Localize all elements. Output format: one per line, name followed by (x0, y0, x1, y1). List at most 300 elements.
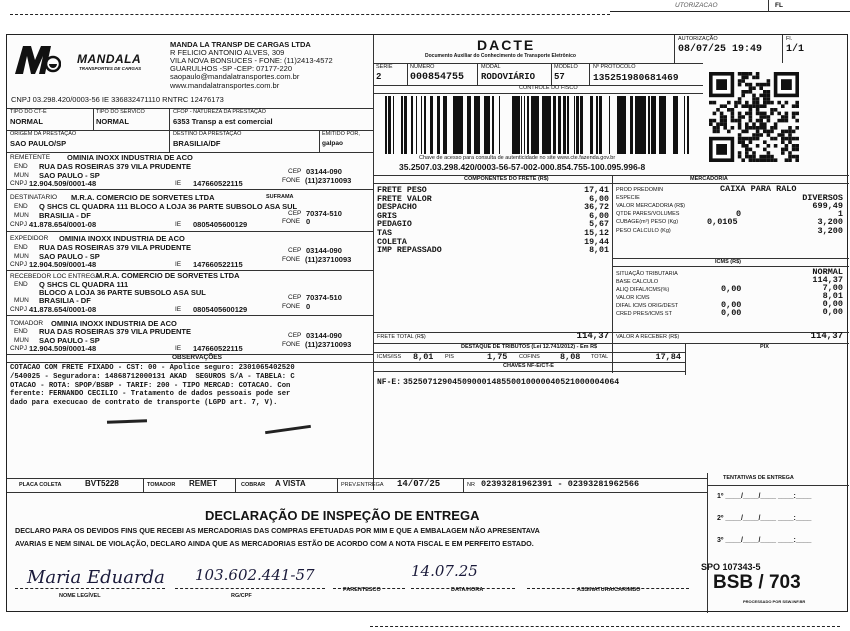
qr-module (716, 130, 720, 134)
bottom-dashed-line (370, 626, 840, 627)
dacte-rule-3 (373, 93, 703, 94)
qr-module (788, 130, 792, 134)
qr-module (788, 151, 792, 155)
qr-module (767, 94, 771, 98)
data-handwritten: 14.07.25 (411, 562, 478, 580)
barcode-bar (558, 96, 561, 154)
qr-module (756, 97, 760, 101)
nr-label: NR (467, 482, 475, 488)
barcode-bar (553, 96, 556, 154)
barcode-bar (489, 96, 490, 154)
qr-module (767, 158, 771, 162)
trib-total-label: TOTAL (591, 354, 609, 360)
trib-icms-value: 8,01 (413, 352, 434, 362)
valor-icms-value: 8,01 (822, 291, 843, 301)
qr-module (749, 108, 753, 112)
qr-module (752, 76, 756, 80)
recebedor-end-label: END (14, 281, 28, 288)
qr-module (788, 126, 792, 130)
destino-label: DESTINO DA PRESTAÇÃO (173, 131, 242, 137)
qr-module (795, 119, 799, 123)
qr-module (741, 144, 745, 148)
qr-module (759, 112, 763, 116)
remetente-fone: (11)23710093 (305, 176, 352, 185)
barcode-bar (524, 96, 525, 154)
barcode-bar (401, 96, 403, 154)
qr-module (759, 155, 763, 159)
qr-module (792, 104, 796, 108)
destinatario-fone-label: FONE (282, 218, 301, 225)
barcode-bar (542, 96, 544, 154)
qr-module (770, 155, 774, 159)
tipo-cte-value: NORMAL (10, 117, 43, 126)
qr-module (767, 83, 771, 87)
barcode-bar (532, 96, 534, 154)
componente-name: TAS (377, 228, 392, 238)
remetente-cnpj: 12.904.509/0001-48 (29, 179, 97, 188)
cred-label: CRED PRES/ICMS ST (616, 311, 672, 317)
expedidor-cep: 03144-090 (306, 246, 342, 255)
barcode-bar (643, 96, 646, 154)
qr-module (785, 144, 789, 148)
qr-module (774, 137, 778, 141)
tent-rule (707, 485, 849, 486)
expedidor-cnpj: 12.904.509/0001-48 (29, 260, 97, 269)
tipo-cte-label: TIPO DO CT-E (10, 109, 47, 115)
qr-module (788, 133, 792, 137)
remetente-cep-label: CEP (288, 168, 302, 175)
cred-a: 0,00 (721, 308, 742, 318)
barcode-bar (544, 96, 547, 154)
logo-text: MANDALA (77, 52, 142, 66)
barcode-bar (460, 96, 463, 154)
tipo-div (93, 108, 94, 130)
dacte-subtitle: Documento Auxiliar do Conhecimento de Transporte Eletrônico (425, 53, 576, 59)
difal-a: 0,00 (721, 300, 742, 310)
qr-module (727, 108, 731, 112)
recebedor-label: RECEBEDOR LOC ENTREGA (10, 273, 100, 280)
placa-value: BVT5228 (85, 479, 119, 488)
qr-module (738, 119, 742, 123)
qr-module (763, 130, 767, 134)
prev-div (463, 478, 464, 492)
qr-module (738, 115, 742, 119)
expedidor-ie: 147660522115 (193, 260, 243, 269)
especie-label: ESPECIE (616, 195, 640, 201)
aliq-b: 7,00 (822, 283, 843, 293)
icms-label: ICMS (R$) (715, 259, 741, 265)
recebedor-cnpj: 41.878.654/0001-08 (29, 305, 97, 314)
qr-module (792, 112, 796, 116)
observacoes-text (10, 364, 295, 408)
barcode-bar (600, 96, 602, 154)
componente-value: 6,00 (589, 211, 609, 221)
qr-module (770, 108, 774, 112)
especie-value: DIVERSOS (802, 193, 843, 203)
recebedor-end: Q SHCS CL QUADRA 111 (39, 280, 129, 289)
base-value: 114,37 (812, 275, 843, 285)
componente-name: IMP REPASSADO (377, 246, 442, 256)
qr-module (785, 130, 789, 134)
qr-module (792, 130, 796, 134)
qr-module (767, 133, 771, 137)
qr-module (756, 130, 760, 134)
qr-module (763, 112, 767, 116)
tomador-mun-label: MUN (14, 337, 29, 344)
barcode-bar (453, 96, 454, 154)
qr-module (741, 104, 745, 108)
observacao-line: ferente: FERNANDO CECILIO - Tratamento de dados pessoais pode ser (10, 390, 291, 399)
qr-module (756, 144, 760, 148)
qr-module (756, 83, 760, 87)
cobrar-label: COBRAR (241, 482, 266, 488)
serie-div (407, 63, 408, 85)
qr-module (781, 130, 785, 134)
qr-module (767, 155, 771, 159)
remetente-mun-label: MUN (14, 172, 29, 179)
barcode-bar (479, 96, 480, 154)
tomador-div (235, 478, 236, 492)
qr-module (741, 130, 745, 134)
cred-b: 0,00 (822, 307, 843, 317)
qr-module (759, 86, 763, 90)
tomador-end: RUA DAS ROSEIRAS 379 VILA PRUDENTE (39, 327, 191, 336)
barcode-bar (475, 96, 477, 154)
barcode-bar (567, 96, 569, 154)
mandala-logo-icon (13, 44, 61, 76)
componente-name: COLETA (377, 237, 407, 247)
sit-trib-label: SITUAÇÃO TRIBUTARIA (616, 271, 678, 277)
controle-label: CONTROLE DO FISCO (519, 85, 578, 91)
qr-module (745, 76, 749, 80)
tentativa-label: 1º (717, 493, 724, 500)
qr-module (792, 137, 796, 141)
nr-value: 02393281962391 - 02393281962566 (481, 479, 640, 489)
componente-name: PEDAGIO (377, 220, 412, 230)
qr-module (767, 97, 771, 101)
qtde-a: 0 (736, 209, 742, 219)
qr-module (752, 86, 756, 90)
qr-module (745, 126, 749, 130)
auth-label: AUTORIZAÇÃO (678, 36, 718, 42)
difal-label: DIFAL ICMS ORIG/DEST (616, 303, 679, 309)
qr-module (745, 122, 749, 126)
componente-name: FRETE VALOR (377, 194, 432, 204)
qr-module (763, 155, 767, 159)
trib-cofins-value: 1,75 (487, 352, 508, 362)
qr-module (774, 144, 778, 148)
remetente-cep: 03144-090 (306, 167, 342, 176)
trib-tot1: 8,08 (560, 352, 581, 362)
qr-module (727, 101, 731, 105)
comp-rule-top (373, 175, 849, 176)
qr-module (763, 148, 767, 152)
qr-module (745, 72, 749, 76)
qr-module (713, 112, 717, 116)
assinatura-label: ASSINATURA/CARIMBO (577, 587, 641, 593)
qr-module (763, 97, 767, 101)
barcode-bar (687, 96, 689, 154)
qr-module (781, 119, 785, 123)
componente-name: DESPACHO (377, 203, 417, 213)
qr-module (713, 126, 717, 130)
valor-merc-label: VALOR MERCADORIA (R$) (616, 203, 685, 209)
barcode-bar (430, 96, 433, 154)
qr-module (738, 140, 742, 144)
qr-module (749, 72, 753, 76)
qr-module (788, 158, 792, 162)
destinatario-label: DESTINATARIO (10, 194, 58, 201)
tributos-label: DESTAQUE DE TRIBUTOS (Lei 12.741/2012) - Em R$ (461, 344, 598, 350)
qr-module (734, 101, 738, 105)
remetente-end: RUA DAS ROSEIRAS 379 VILA PRUDENTE (39, 162, 191, 171)
tomador-label: TOMADOR (10, 320, 44, 327)
qr-module (756, 76, 760, 80)
qr-module (756, 119, 760, 123)
barcode-bar (416, 96, 417, 154)
componente-row (377, 204, 609, 213)
destinatario-mun: BRASILIA - DF (39, 211, 91, 220)
qr-module (731, 115, 735, 119)
barcode-bar (437, 96, 440, 154)
barcode (383, 96, 695, 154)
barcode-bar (404, 96, 407, 154)
barcode-bar (659, 96, 661, 154)
qr-module (738, 83, 742, 87)
qr-module (781, 133, 785, 137)
qr-module (759, 122, 763, 126)
qtde-b: 1 (837, 209, 843, 219)
recebedor-ie-label: IE (175, 306, 182, 313)
qr-module (731, 108, 735, 112)
componente-value: 17,41 (584, 186, 609, 195)
qr-module (759, 133, 763, 137)
qr-module (749, 137, 753, 141)
peso-calc-label: PESO CALCULO (Kg) (616, 228, 671, 234)
nome-line (15, 588, 165, 589)
chaves-label: CHAVES NF-E/CT-E (503, 363, 554, 369)
componente-value: 19,44 (584, 237, 609, 247)
barcode-bar (484, 96, 487, 154)
observacao-line: dado para execucao de contrato de transporte (LGPD art. 7, V). (10, 399, 278, 408)
qr-module (785, 158, 789, 162)
qr-module (749, 119, 753, 123)
qr-finder (716, 79, 727, 90)
expedidor-fone-label: FONE (282, 256, 301, 263)
cubagem-peso-value: 3,200 (817, 217, 843, 227)
qr-module (752, 137, 756, 141)
barcode-bar (620, 96, 621, 154)
qr-module (749, 158, 753, 162)
qr-module (795, 155, 799, 159)
qr-module (749, 140, 753, 144)
modelo-div (589, 63, 590, 85)
qr-module (720, 112, 724, 116)
qr-module (763, 94, 767, 98)
tomador-name: OMINIA INOXX INDUSTRIA DE ACO (51, 319, 177, 328)
componente-name: GRIS (377, 211, 397, 221)
qr-module (745, 148, 749, 152)
recebedor-cep-label: CEP (288, 294, 302, 301)
qr-module (731, 126, 735, 130)
qr-module (752, 122, 756, 126)
qr-module (770, 130, 774, 134)
remetente-name: OMINIA INOXX INDUSTRIA DE ACO (67, 153, 193, 162)
qr-module (752, 155, 756, 159)
tomador-cnpj-label: CNPJ (10, 345, 27, 352)
origem-value: SAO PAULO/SP (10, 139, 67, 148)
destino-value: BRASILIA/DF (173, 139, 221, 148)
nome-label: NOME LEGÍVEL (59, 593, 101, 599)
recebedor-mun: BRASILIA - DF (39, 296, 91, 305)
qr-module (752, 97, 756, 101)
componente-value: 15,12 (584, 228, 609, 238)
tentativa-blank: ____/____/____ ____:____ (723, 537, 812, 544)
auth-divider (674, 35, 675, 63)
qr-module (709, 101, 713, 105)
barcode-bar (581, 96, 582, 154)
serie-label: SÉRIE (376, 64, 393, 70)
modal-div (551, 63, 552, 85)
qr-module (749, 155, 753, 159)
qr-module (713, 130, 717, 134)
qr-module (763, 126, 767, 130)
qr-module (738, 97, 742, 101)
componente-value: 6,00 (589, 194, 609, 204)
tentativa-blank: ____/____/____ ____:____ (723, 515, 812, 522)
qr-module (767, 115, 771, 119)
qr-module (781, 104, 785, 108)
qr-module (767, 144, 771, 148)
qr-module (756, 133, 760, 137)
destinatario-end: Q SHCS CL QUADRA 111 BLOCO A LOJA 36 PARTE SUBSOLO ASA SUL (39, 202, 298, 211)
qr-module (749, 126, 753, 130)
top-dashed-line (10, 14, 610, 15)
qr-module (763, 90, 767, 94)
barcode-bar (673, 96, 675, 154)
qr-module (745, 130, 749, 134)
barcode-bar (531, 96, 532, 154)
qr-module (795, 148, 799, 152)
tomador-fone: (11)23710093 (305, 340, 352, 349)
recebedor-mun-label: MUN (14, 297, 29, 304)
qr-module (777, 112, 781, 116)
qr-module (767, 101, 771, 105)
qr-module (723, 115, 727, 119)
qr-module (770, 158, 774, 162)
issuer-city2: GUARULHOS -SP -CEP: 07177-220 (170, 64, 292, 73)
qr-module (709, 119, 713, 123)
prod-value: CAIXA PARA RALO (720, 184, 797, 194)
barcode-bar (534, 96, 537, 154)
barcode-bar (454, 96, 457, 154)
qr-module (777, 101, 781, 105)
logo-subtext: TRANSPORTES DE CARGAS (79, 66, 142, 71)
qr-module (741, 94, 745, 98)
barcode-bar (521, 96, 522, 154)
qr-module (770, 112, 774, 116)
qr-module (759, 158, 763, 162)
barcode-bar (470, 96, 471, 154)
barcode-bar (635, 96, 638, 154)
spo-code: SPO 107343-5 (701, 562, 761, 572)
serv-div (169, 108, 170, 130)
tipo-serv-label: TIPO DO SERVICO (96, 109, 145, 115)
qr-module (749, 148, 753, 152)
sit-trib-value: NORMAL (812, 267, 843, 277)
top-fl-label: FL (775, 2, 783, 9)
qr-module (738, 79, 742, 83)
tomador-mun: SAO PAULO - SP (39, 336, 100, 345)
obs-rule (7, 362, 373, 363)
nfe-value: 35250712904509000148550010000040521000004064 (403, 378, 620, 387)
tentativa-row (717, 537, 811, 544)
auth-value: 08/07/25 19:49 (678, 44, 763, 55)
pen-mark (107, 419, 147, 423)
trib-pis-label: PIS (445, 354, 454, 360)
qr-module (756, 104, 760, 108)
tomador-fone-label: FONE (282, 341, 301, 348)
barcode-bar (513, 96, 515, 154)
qr-module (752, 101, 756, 105)
tentativa-label: 2º (717, 515, 724, 522)
qr-module (756, 137, 760, 141)
qr-module (720, 104, 724, 108)
top-auth-label: UTORIZACAO (675, 2, 718, 9)
party-rule-2 (7, 231, 373, 232)
observacoes-label: OBSERVAÇÕES (172, 354, 222, 361)
qr-module (788, 140, 792, 144)
tentativa-row (717, 515, 811, 522)
barcode-bar (596, 96, 598, 154)
barcode-bar (654, 96, 656, 154)
qr-module (727, 130, 731, 134)
destinatario-name: M.R.A. COMERCIO DE SORVETES LTDA (71, 193, 215, 202)
cobrar-div (337, 478, 338, 492)
recebedor-end2: BLOCO A LOJA 36 PARTE SUBSOLO ASA SUL (39, 288, 206, 297)
destinatario-mun-label: MUN (14, 212, 29, 219)
parentesco-label: PARENTESCO (343, 587, 381, 593)
observacao-line: COTACAO COM FRETE FIXADO - CST: 00 - Apolice seguro: 2301065402520 (10, 364, 295, 372)
qr-module (795, 158, 799, 162)
fl-divider (782, 35, 783, 63)
qr-module (781, 148, 785, 152)
qr-module (756, 158, 760, 162)
qr-module (774, 126, 778, 130)
qr-module (745, 90, 749, 94)
qr-module (752, 158, 756, 162)
remetente-ie-label: IE (175, 180, 182, 187)
qr-module (763, 122, 767, 126)
expedidor-ie-label: IE (175, 261, 182, 268)
suframa-label: SUFRAMA (266, 194, 294, 200)
tomador-ie-label: IE (175, 345, 182, 352)
componente-value: 36,72 (584, 203, 609, 213)
cubagem-label: CUBAGE(m³) PESO (Kg) (616, 219, 679, 225)
tomador-cep: 03144-090 (306, 331, 342, 340)
qr-module (720, 115, 724, 119)
declaracao-text-1: DECLARO PARA OS DEVIDOS FINS QUE RECEBI AS MERCADORIAS DAS COMPRAS EFETUADAS POR MIM E QUE A EMBALAGEM NÃO APRESENTAVA (15, 526, 540, 535)
qr-module (749, 83, 753, 87)
valor-icms-label: VALOR ICMS (616, 295, 650, 301)
qr-module (770, 137, 774, 141)
barcode-bar (487, 96, 489, 154)
expedidor-name: OMINIA INOXX INDUSTRIA DE ACO (59, 234, 185, 243)
qr-module (785, 101, 789, 105)
tomador-cnpj: 12.904.509/0001-48 (29, 344, 97, 353)
qr-module (752, 104, 756, 108)
qr-module (767, 119, 771, 123)
